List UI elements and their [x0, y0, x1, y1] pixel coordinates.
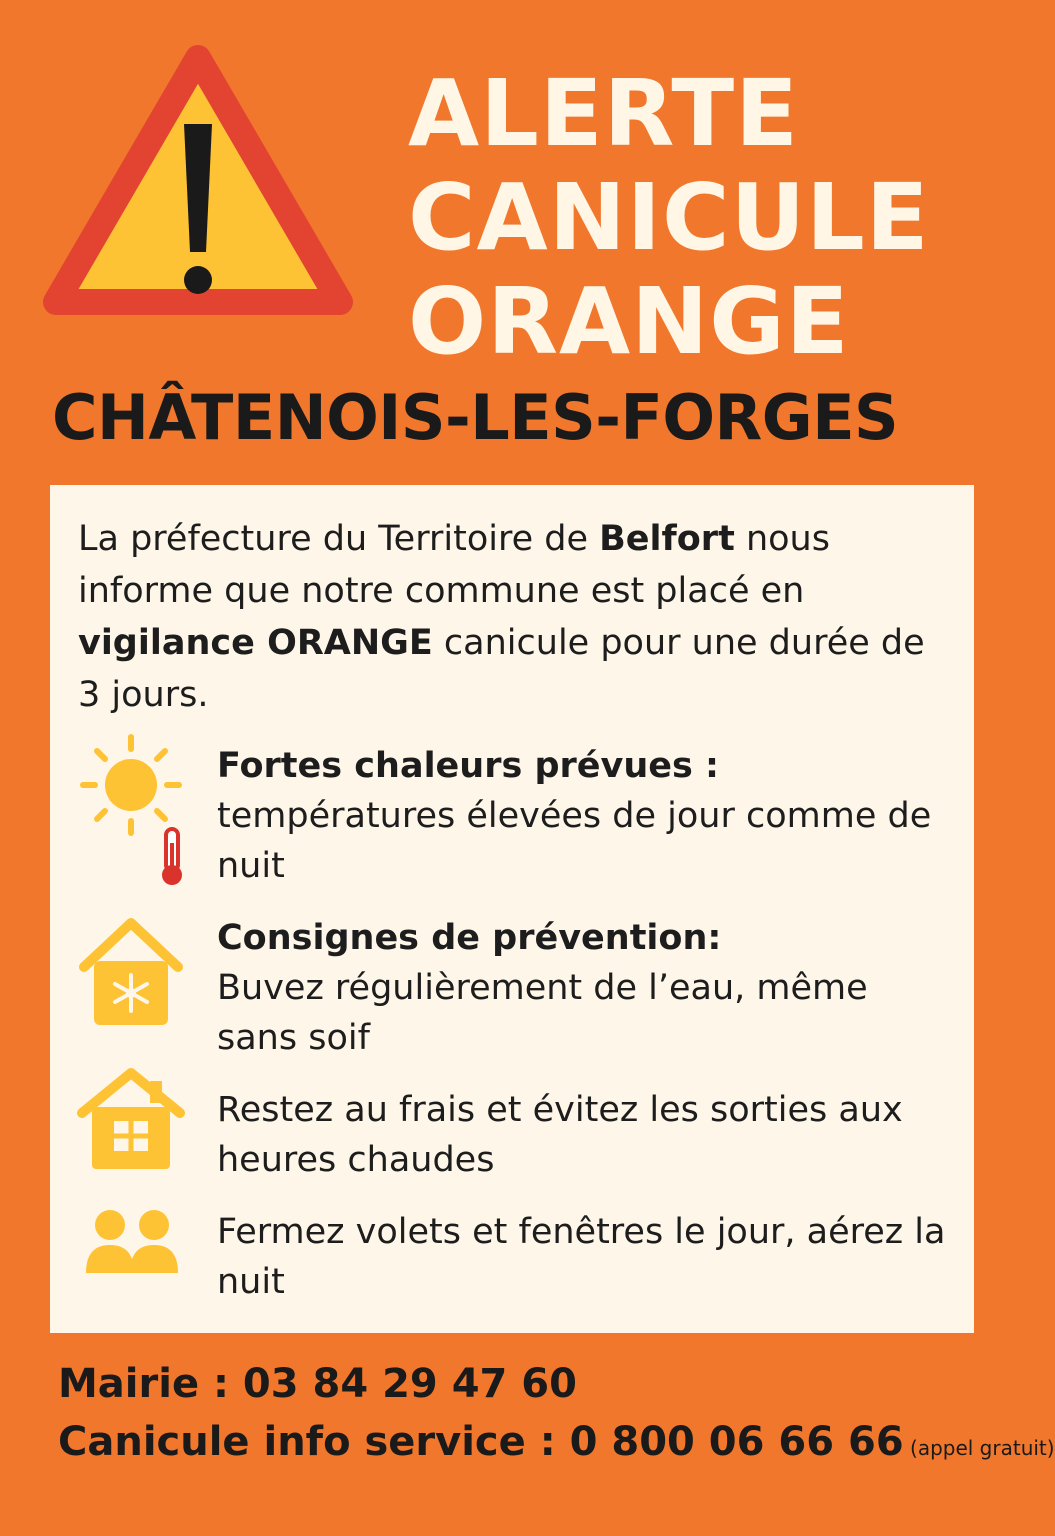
service-note: (appel gratuit) — [903, 1436, 1055, 1460]
item-body: Buvez régulièrement de l’eau, même sans soif — [217, 968, 868, 1058]
canicule-service-contact — [58, 1418, 1055, 1472]
house-icon — [78, 1069, 188, 1173]
mairie-contact — [58, 1360, 1018, 1408]
item-text — [217, 741, 957, 891]
item-text — [217, 913, 957, 1063]
people-icon — [78, 1207, 188, 1277]
item-body: Fermez volets et fenêtres le jour, aérez la nuit — [217, 1212, 946, 1302]
service-phone[interactable]: 0 800 06 66 66 — [569, 1419, 904, 1465]
intro-bold-belfort: Belfort — [599, 519, 735, 559]
item-heading: Consignes de prévention: — [217, 918, 722, 958]
alert-title — [408, 62, 1008, 374]
city-name: CHÂTENOIS-LES-FORGES — [52, 381, 899, 454]
service-label: Canicule info service : — [58, 1419, 570, 1465]
warning-triangle-icon — [40, 40, 356, 326]
title-line-1: ALERTE — [408, 60, 799, 167]
intro-part-3: canicule pour une durée de 3 jours. — [78, 623, 925, 715]
sun-thermometer-icon — [78, 733, 188, 893]
intro-part-2: nous informe que notre commune est placé en — [78, 519, 830, 611]
item-body: températures élevées de jour comme de nuit — [217, 796, 932, 886]
mairie-label: Mairie : — [58, 1361, 243, 1407]
intro-text — [78, 513, 958, 721]
info-panel — [50, 485, 974, 1333]
house-snowflake-icon — [78, 917, 188, 1029]
item-heading: Fortes chaleurs prévues : — [217, 746, 720, 786]
intro-bold-vigilance: vigilance ORANGE — [78, 623, 433, 663]
mairie-phone[interactable]: 03 84 29 47 60 — [242, 1361, 577, 1407]
item-text — [217, 1085, 957, 1185]
title-line-3: ORANGE — [408, 268, 850, 375]
item-body: Restez au frais et évitez les sorties aux heures chaudes — [217, 1090, 903, 1180]
item-text — [217, 1207, 957, 1307]
title-line-2: CANICULE — [408, 164, 930, 271]
intro-part-1: La préfecture du Territoire de — [78, 519, 600, 559]
